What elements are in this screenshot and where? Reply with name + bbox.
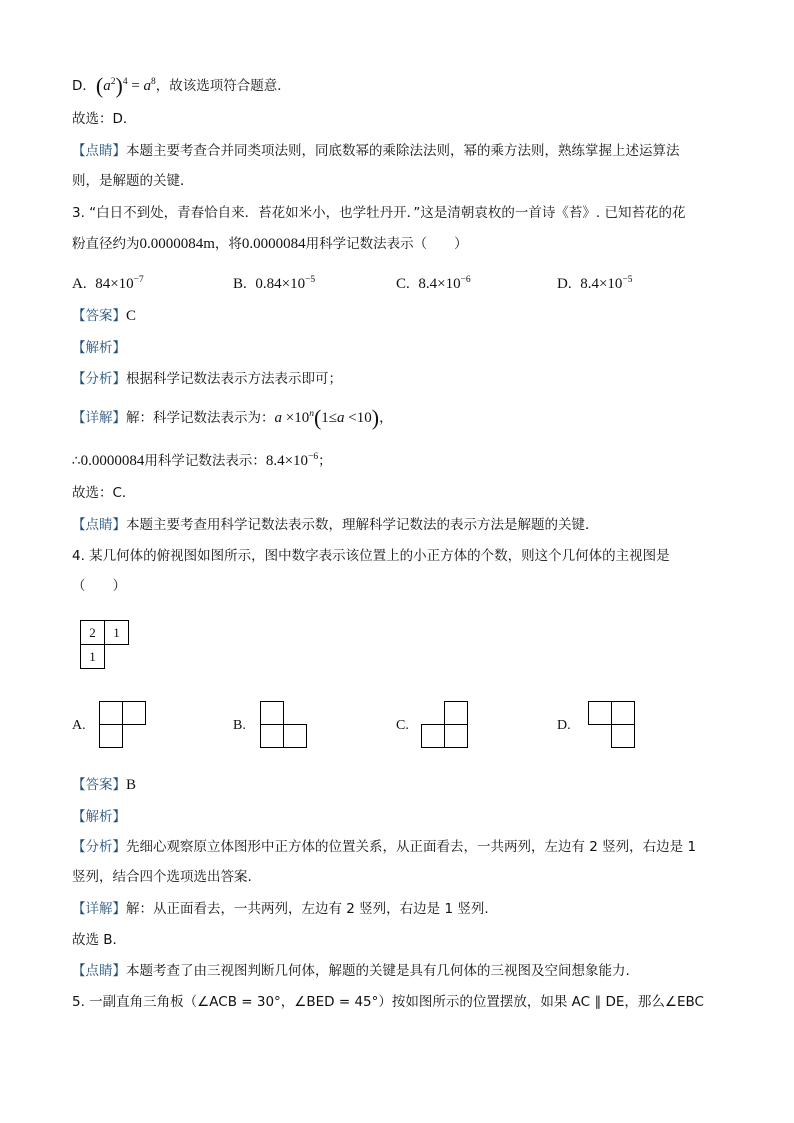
q4-comment: 【点睛】本题考查了由三视图判断几何体，解题的关键是具有几何体的三视图及空间想象能力. bbox=[72, 963, 630, 979]
figure-square bbox=[611, 724, 635, 748]
option-d-line: D．$(a^2)^4 = a^8$，故该选项符合题意． bbox=[72, 73, 291, 98]
q4-analysis-tag: 【解析】 bbox=[72, 809, 126, 825]
q4-option-b-label: B. bbox=[233, 718, 246, 733]
q3-option-b: B. $0.84\times 10^{-5}$ bbox=[233, 275, 316, 292]
q4-option-d-label: D. bbox=[557, 718, 571, 733]
q4-option-c-label: C. bbox=[396, 718, 409, 733]
question-5: 5. 一副直角三角板（∠ACB = 30°，∠BED = 45°）按如图所示的位置摆放，如果 AC ∥ DE，那么∠EBC bbox=[72, 994, 704, 1010]
figure-square bbox=[611, 701, 635, 725]
q3-detail: 【详解】解：科学记数法表示为：$a \times 10^n(1\le a <10)$， bbox=[72, 405, 393, 430]
q3-answer: 【答案】C bbox=[72, 308, 137, 324]
figure-square bbox=[444, 724, 468, 748]
figure-square bbox=[260, 724, 284, 748]
question-4-cont: （ ） bbox=[72, 578, 126, 594]
q4-fenxi: 【分析】先细心观察原立体图形中正方体的位置关系，从正面看去，一共两列，左边有 2 竖列，右边是 1 bbox=[72, 839, 697, 855]
grid-cell: 2 bbox=[80, 620, 105, 645]
grid-cell: 1 bbox=[80, 644, 105, 669]
figure-square bbox=[588, 701, 612, 725]
question-3: 3. “白日不到处，青春恰自来．苔花如米小，也学牡丹开．”这是清朝袁枚的一首诗《苔》. 已知苔花的花 bbox=[72, 205, 686, 221]
choice-d: 故选：D． bbox=[72, 111, 137, 127]
q3-therefore: ∴0.0000084用科学记数法表示：$8.4\times 10^{-6}$； bbox=[72, 452, 332, 469]
q4-option-a-label: A. bbox=[72, 718, 86, 733]
figure-square bbox=[421, 724, 445, 748]
q4-detail: 【详解】解：从正面看去，一共两列，左边有 2 竖列，右边是 1 竖列. bbox=[72, 901, 489, 917]
q3-fenxi: 【分析】根据科学记数法表示方法表示即可； bbox=[72, 371, 342, 387]
question-3-cont: 粉直径约为0.0000084m，将0.0000084用科学记数法表示（ ） bbox=[72, 236, 468, 252]
q3-option-c: C. $8.4\times 10^{-6}$ bbox=[396, 275, 471, 292]
q3-option-d: D. $8.4\times 10^{-5}$ bbox=[557, 275, 633, 292]
figure-square bbox=[122, 701, 146, 725]
choice-c: 故选：C． bbox=[72, 485, 136, 501]
figure-square bbox=[444, 701, 468, 725]
figure-square bbox=[260, 701, 284, 725]
q3-comment: 【点睛】本题主要考查用科学记数法表示数，理解科学记数法的表示方法是解题的关键． bbox=[72, 517, 599, 533]
q3-analysis-tag: 【解析】 bbox=[72, 340, 126, 356]
comment-1-cont: 则，是解题的关键． bbox=[72, 173, 194, 189]
figure-square bbox=[283, 724, 307, 748]
figure-square bbox=[99, 724, 123, 748]
grid-cell: 1 bbox=[104, 620, 129, 645]
q4-fenxi-cont: 竖列，结合四个选项选出答案. bbox=[72, 869, 252, 885]
q3-option-a: A. $84\times 10^{-7}$ bbox=[72, 275, 144, 292]
choice-b: 故选 B． bbox=[72, 932, 127, 948]
question-4: 4. 某几何体的俯视图如图所示，图中数字表示该位置上的小正方体的个数，则这个几何体的主视图是 bbox=[72, 548, 670, 564]
comment-1: 【点睛】本题主要考查合并同类项法则，同底数幂的乘除法法则，幂的乘方法则，熟练掌握上述运算法 bbox=[72, 143, 680, 159]
figure-square bbox=[99, 701, 123, 725]
q4-answer: 【答案】B bbox=[72, 777, 137, 793]
